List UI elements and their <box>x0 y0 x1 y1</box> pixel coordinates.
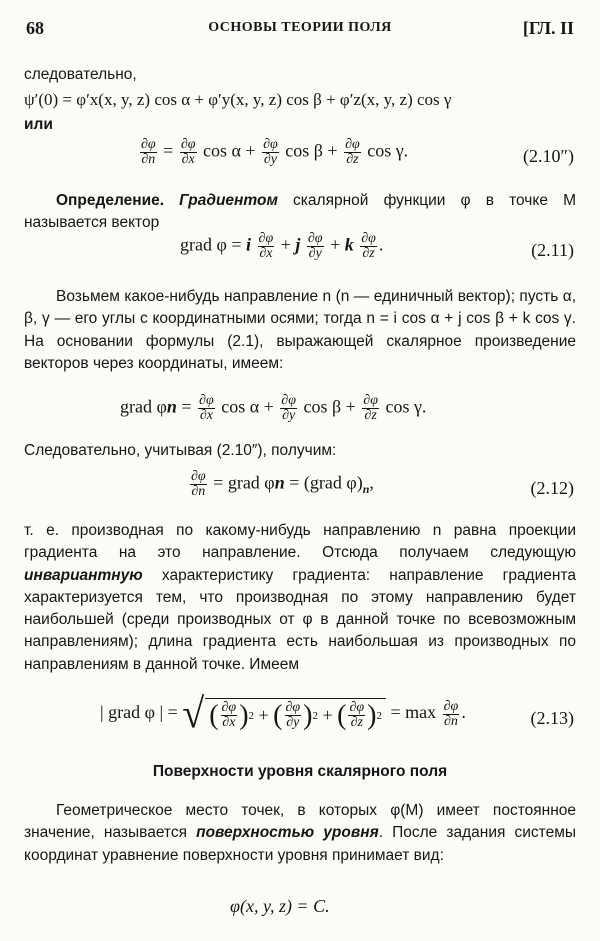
formula-psi-derivative <box>0 90 600 116</box>
sqrt-sign: √ ( $\frac{\partial\varphi}{\partial x}$ ) 2 + ( $\frac{\partial\varphi}{\partial y}$ ) 2 + ( $\frac{\partial\varphi}{\partial z}$ ) 2 <box>182 694 386 734</box>
section-title: Поверхности уровня скалярного поля <box>152 763 448 780</box>
chapter-mark: [ГЛ. II <box>522 18 574 38</box>
formula-grad-dot-n-body: grad φn = $\frac{\partial\varphi}{\partial x}$ cos α + $\frac{\partial\varphi}{\partial y}$ cos β + $\frac{\partial\varphi}{\partial z}$ cos γ. <box>120 393 427 423</box>
formula-2-13-body: | grad φ | = √ ( $\frac{\partial\varphi}{\partial x}$ ) 2 + ( $\frac{\partial\varphi}{\partial y}$ ) 2 + ( $\frac{\partial\varphi}{\partial z}$ ) 2 = max $\frac{\partial\varphi}{\partial n}$ . <box>100 689 466 738</box>
equation-number-2-10: (2.10″) <box>523 146 574 166</box>
page-number: 68 <box>26 18 44 38</box>
text-consequently: Следовательно, учитывая (2.10″), получим: <box>24 442 337 459</box>
formula-2-11 <box>0 232 600 272</box>
formula-psi-text: ψ′(0) = φ′x(x, y, z) cos α + φ′y(x, y, z) cos β + φ′z(x, y, z) cos γ <box>24 90 452 109</box>
formula-grad-dot-n <box>0 394 600 434</box>
paragraph-level-term: поверхностью уровня <box>196 824 379 842</box>
definition-paragraph <box>24 190 576 235</box>
paragraph-invariant-term: инвариантную <box>24 566 143 584</box>
paragraph-level-a: Геометрическое место точек, в которых φ(M) имеет постоянное значение, называется <box>24 802 576 842</box>
running-header <box>26 18 574 44</box>
formula-level-surface-text: φ(x, y, z) = C. <box>230 896 330 916</box>
definition-label: Определение. <box>56 192 165 209</box>
text-or: или <box>24 116 53 133</box>
equation-number-2-13: (2.13) <box>530 708 574 728</box>
equation-number-2-12: (2.12) <box>530 478 574 498</box>
definition-rest: скалярной функции φ в точке M называется вектор <box>24 192 576 232</box>
equation-number-2-11: (2.11) <box>531 240 574 260</box>
text-therefore: следовательно, <box>24 66 137 83</box>
formula-2-12 <box>0 470 600 510</box>
formula-2-10 <box>0 138 600 178</box>
paragraph-level-b: . После задания системы координат уравнение поверхности уровня принимает вид: <box>24 824 576 864</box>
definition-term: Градиентом <box>179 192 278 209</box>
formula-2-11-body: grad φ = i $\frac{\partial\varphi}{\partial x}$ + j $\frac{\partial\varphi}{\partial y}$ + k $\frac{\partial\varphi}{\partial z}$ . <box>180 231 384 261</box>
paragraph-direction: Возьмем какое-нибудь направление n (n — единичный вектор); пусть α, β, γ — его углы с координатными осями; тогда n = i cos α + j cos β + k cos γ. На основании формулы (2.1), выражающей скалярное произведение векторов через координаты, имеем: <box>24 288 576 372</box>
formula-level-surface <box>0 896 600 924</box>
paragraph-invariant-a: т. е. производная по какому-нибудь направлению n равна проекции градиента на это направление. Отсюда получаем следующую <box>24 522 576 562</box>
formula-2-10-body: $\frac{\partial\varphi}{\partial n}$ = $\frac{\partial\varphi}{\partial x}$ cos α + $\frac{\partial\varphi}{\partial y}$ cos β + $\frac{\partial\varphi}{\partial z}$ cos γ. <box>141 137 409 167</box>
formula-2-13 <box>0 689 600 748</box>
paragraph-level-surface <box>24 800 576 867</box>
paragraph-invariant-b: характеристику градиента: направление градиента характеризуется тем, что производная по этому направлению будет наибольшей (среди производных от φ в данной точке по всевозможным направлениям); длина градиента есть наибольшая из производных по направлениям в данной точке. Имеем <box>24 566 576 673</box>
formula-2-12-body: $\frac{\partial\varphi}{\partial n}$ = grad φn = (grad $\varphi)_n$, <box>191 469 374 499</box>
running-title: ОСНОВЫ ТЕОРИИ ПОЛЯ <box>208 20 392 35</box>
paragraph-invariant <box>24 520 576 676</box>
